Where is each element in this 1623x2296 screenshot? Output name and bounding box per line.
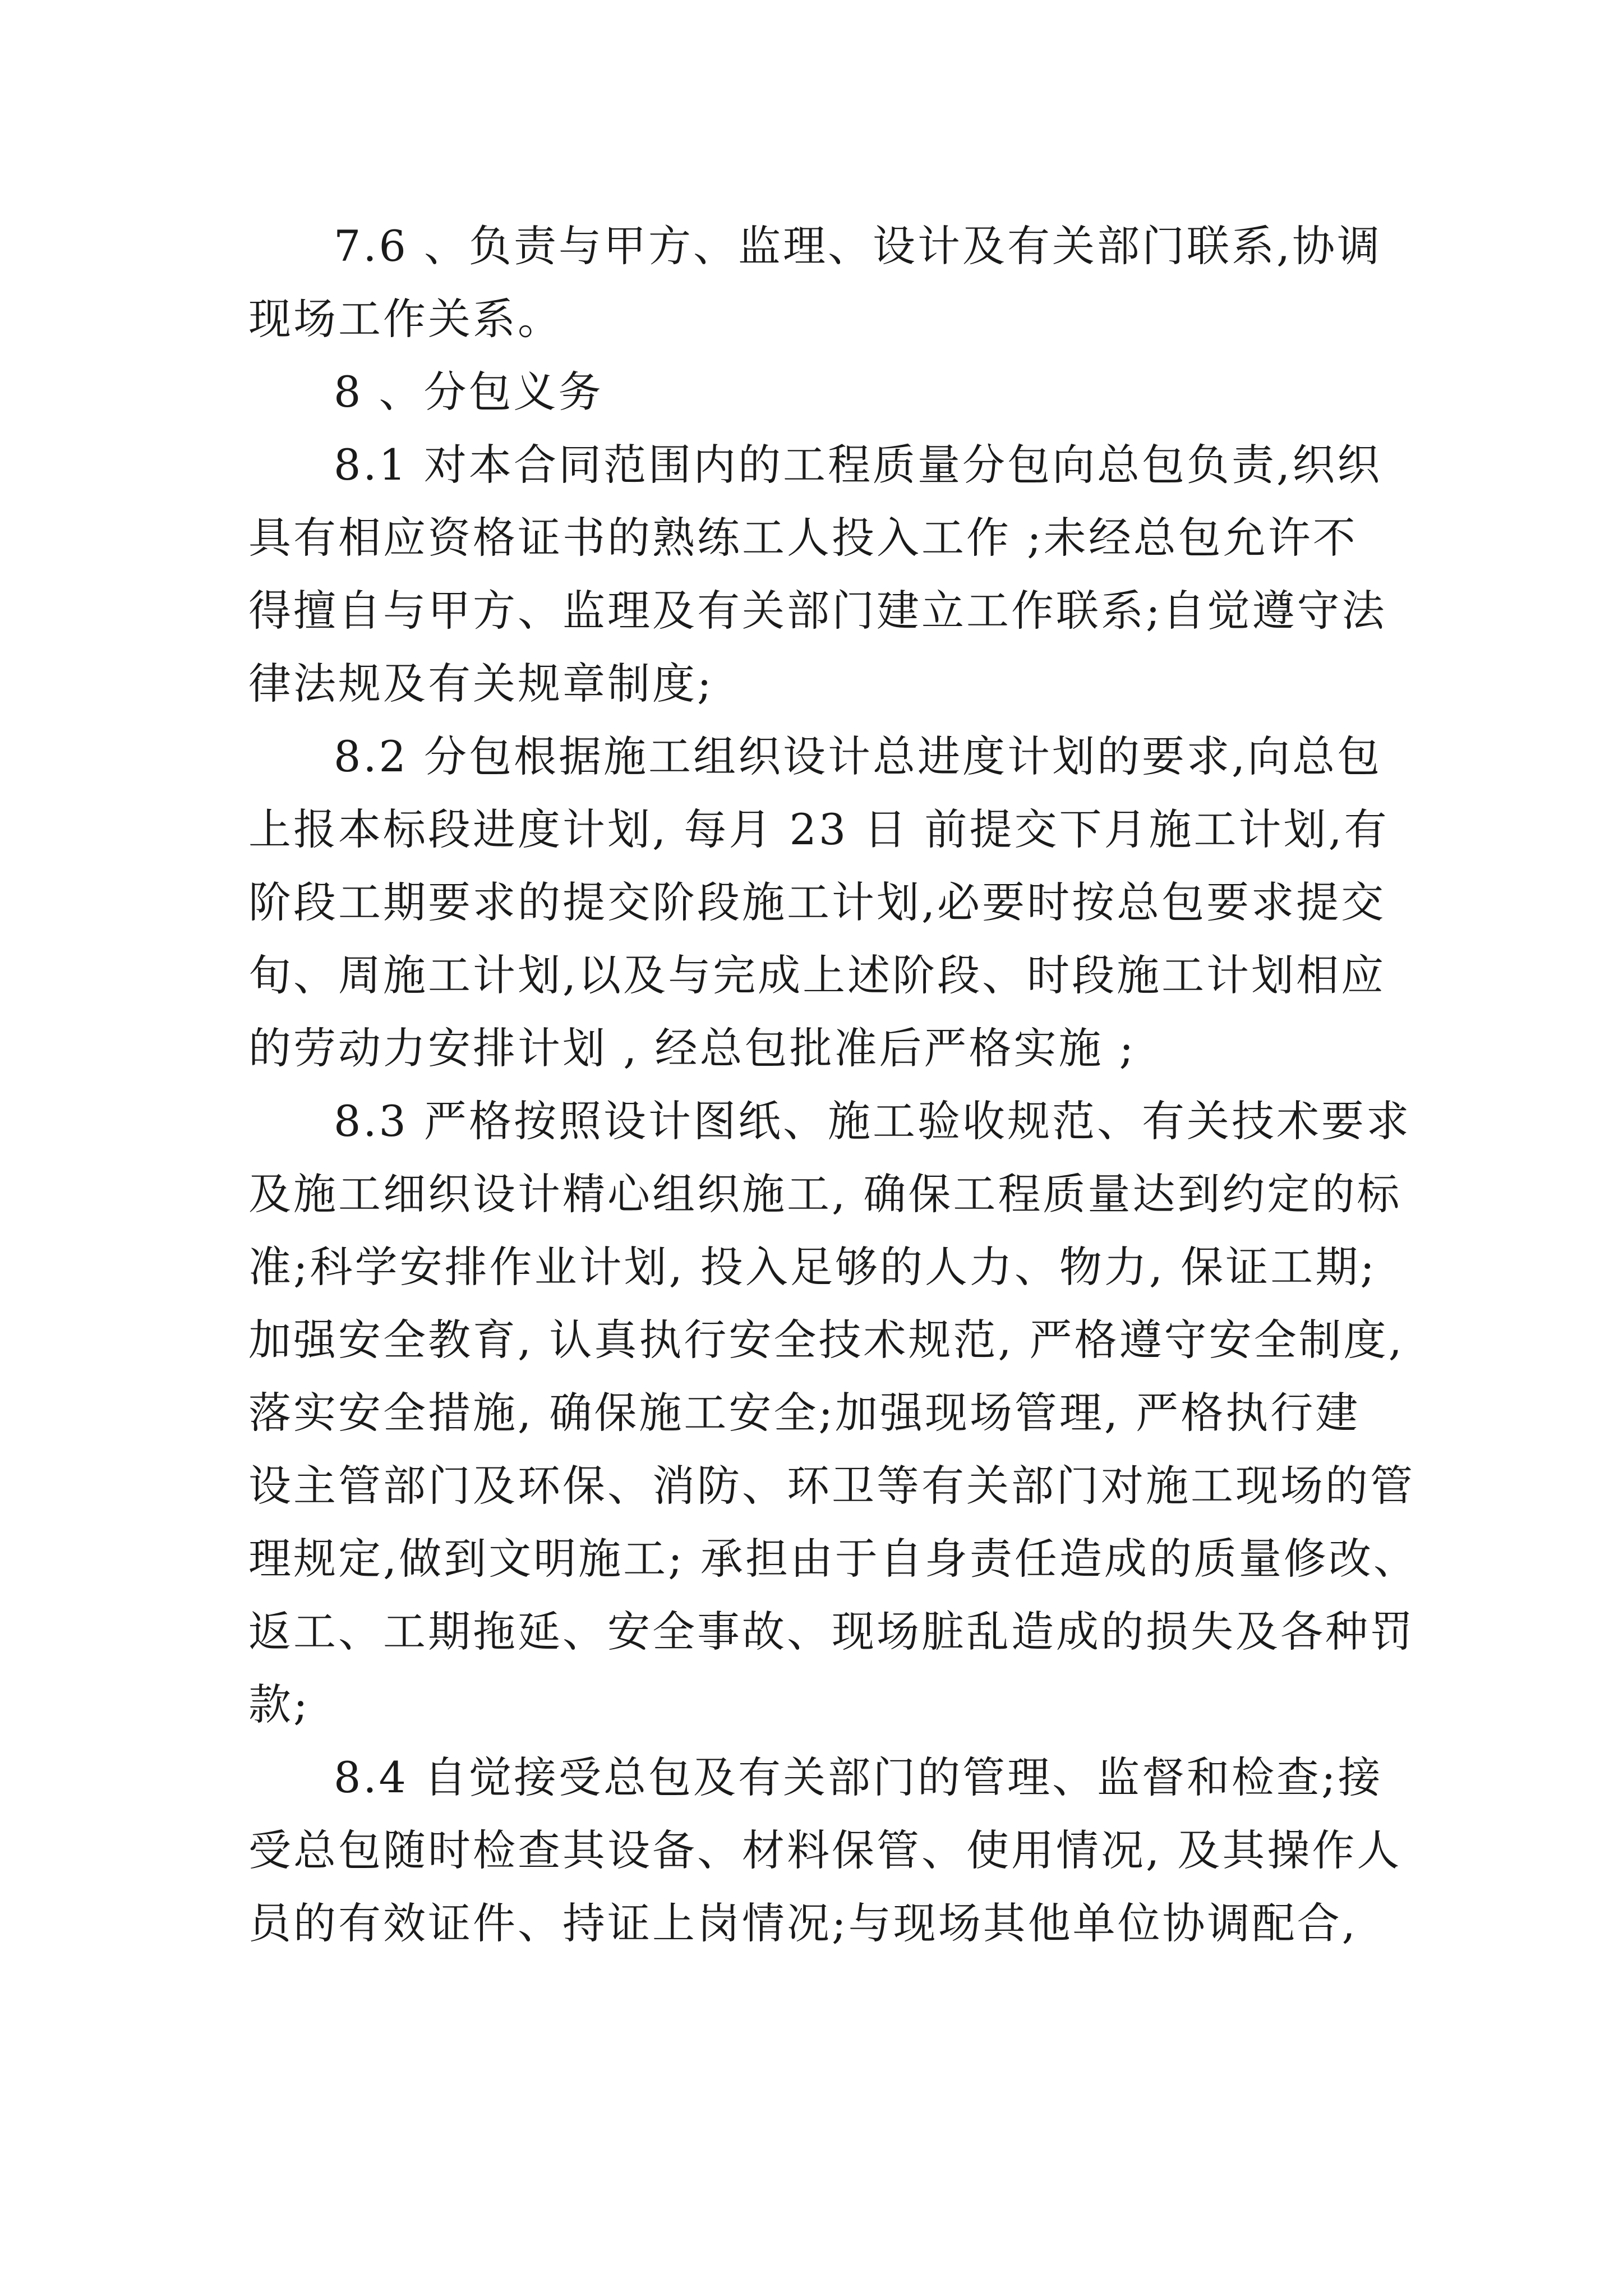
text-line: 准;科学安排作业计划, 投入足够的人力、物力, 保证工期;	[248, 1242, 1377, 1292]
text-line: 8.3 严格按照设计图纸、施工验收规范、有关技术要求	[334, 1096, 1412, 1146]
text-line: 上报本标段进度计划, 每月 23 日 前提交下月施工计划,有	[248, 804, 1389, 854]
text-line: 员的有效证件、持证上岗情况;与现场其他单位协调配合,	[248, 1898, 1358, 1948]
text-line: 旬、周施工计划,以及与完成上述阶段、时段施工计划相应	[248, 950, 1386, 1000]
text-line: 加强安全教育, 认真执行安全技术规范, 严格遵守安全制度,	[248, 1315, 1404, 1365]
text-line: 及施工细织设计精心组织施工, 确保工程质量达到约定的标	[248, 1169, 1402, 1219]
text-line: 阶段工期要求的提交阶段施工计划,必要时按总包要求提交	[248, 877, 1386, 927]
text-line: 款;	[248, 1680, 310, 1729]
text-line: 设主管部门及环保、消防、环卫等有关部门对施工现场的管	[248, 1461, 1415, 1511]
text-line: 具有相应资格证书的熟练工人投入工作 ;未经总包允许不	[248, 513, 1358, 563]
text-line: 8.2 分包根据施工组织设计总进度计划的要求,向总包	[334, 731, 1382, 781]
text-line: 8.4 自觉接受总包及有关部门的管理、监督和检查;接	[334, 1752, 1383, 1802]
text-line: 得擅自与甲方、监理及有关部门建立工作联系;自觉遵守法	[248, 586, 1387, 636]
text-line: 返工、工期拖延、安全事故、现场脏乱造成的损失及各种罚	[248, 1607, 1415, 1657]
text-line: 的劳动力安排计划 , 经总包批准后严格实施 ;	[248, 1023, 1136, 1073]
text-line: 理规定,做到文明施工; 承担由于自身责任造成的质量修改、	[248, 1534, 1418, 1584]
text-line: 现场工作关系。	[248, 294, 562, 344]
text-line: 8.1 对本合同范围内的工程质量分包向总包负责,织织	[334, 440, 1382, 490]
section-heading: 8 、分包义务	[334, 367, 603, 417]
document-body	[248, 210, 1418, 1960]
text-line: 受总包随时检查其设备、材料保管、使用情况, 及其操作人	[248, 1825, 1402, 1875]
text-line: 律法规及有关规章制度;	[248, 659, 714, 708]
text-line: 7.6 、负责与甲方、监理、设计及有关部门联系,协调	[334, 221, 1382, 271]
text-line: 落实安全措施, 确保施工安全;加强现场管理, 严格执行建	[248, 1388, 1361, 1438]
